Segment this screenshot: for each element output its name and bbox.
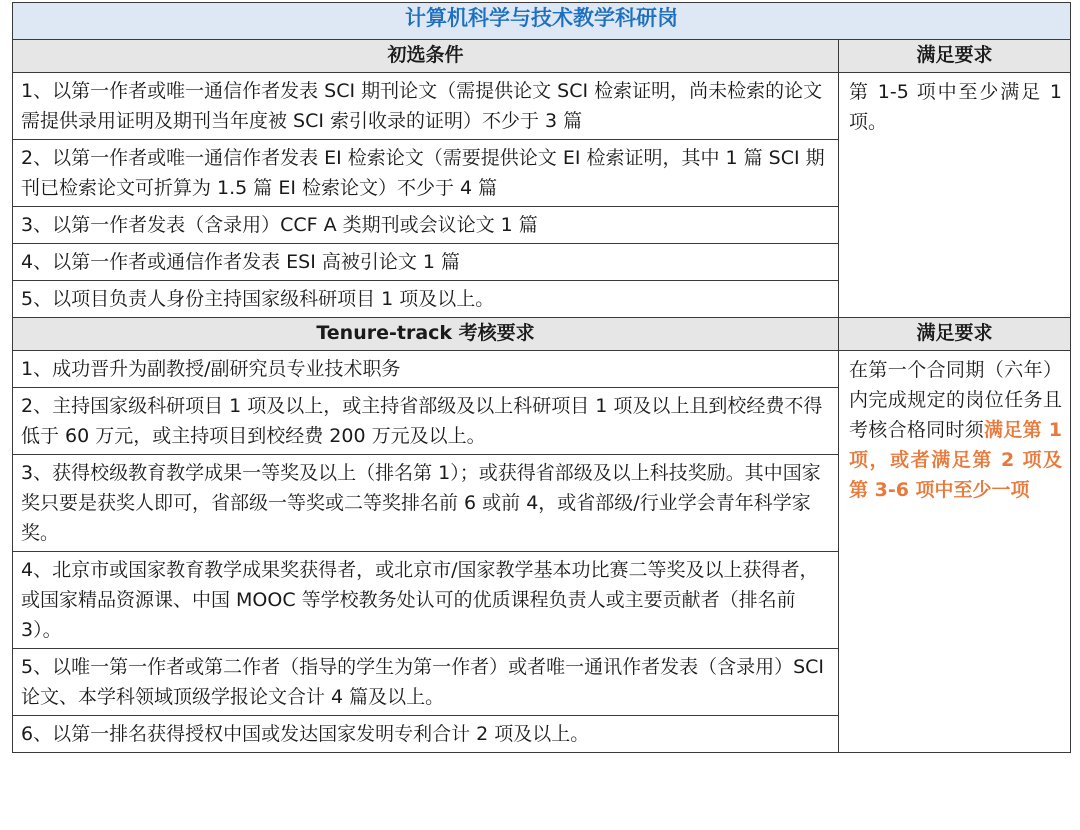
section1-requirement: 第 1-5 项中至少满足 1 项。	[839, 73, 1071, 318]
section2-item-2: 2、主持国家级科研项目 1 项及以上，或主持省部级及以上科研项目 1 项及以上且到校经费不得低于 60 万元，或主持项目到校经费 200 万元及以上。	[13, 388, 839, 455]
section2-item-6: 6、以第一排名获得授权中国或发达国家发明专利合计 2 项及以上。	[13, 716, 839, 753]
section2-req-header: 满足要求	[839, 318, 1071, 351]
section1-item-3: 3、以第一作者发表（含录用）CCF A 类期刊或会议论文 1 篇	[13, 207, 839, 244]
section2-header: Tenure-track 考核要求	[13, 318, 839, 351]
section2-requirement	[839, 351, 1071, 753]
title-row	[13, 3, 1071, 40]
section2-header-row	[13, 318, 1071, 351]
table-row	[13, 351, 1071, 388]
table-title: 计算机科学与技术教学科研岗	[13, 3, 1071, 40]
section1-header-row	[13, 40, 1071, 73]
section1-req-header: 满足要求	[839, 40, 1071, 73]
requirements-table	[12, 2, 1071, 753]
section2-requirement-highlight: 满足第 1 项，或者满足第 2 项及第 3-6 项中至少一项	[849, 419, 1062, 501]
requirements-document	[12, 2, 1070, 753]
section1-item-2: 2、以第一作者或唯一通信作者发表 EI 检索论文（需要提供论文 EI 检索证明，其中 1 篇 SCI 期刊已检索论文可折算为 1.5 篇 EI 检索论文）不少于 4 篇	[13, 140, 839, 207]
section1-item-4: 4、以第一作者或通信作者发表 ESI 高被引论文 1 篇	[13, 244, 839, 281]
section1-item-5: 5、以项目负责人身份主持国家级科研项目 1 项及以上。	[13, 281, 839, 318]
section2-item-5: 5、以唯一第一作者或第二作者（指导的学生为第一作者）或者唯一通讯作者发表（含录用）SCI 论文、本学科领域顶级学报论文合计 4 篇及以上。	[13, 649, 839, 716]
section2-requirement-plain: 在第一个合同期（六年）内完成规定的岗位任务且考核合格同时须	[849, 359, 1062, 441]
section2-item-1: 1、成功晋升为副教授/副研究员专业技术职务	[13, 351, 839, 388]
table-row	[13, 73, 1071, 140]
section2-item-3: 3、获得校级教育教学成果一等奖及以上（排名第 1）；或获得省部级及以上科技奖励。其中国家奖只要是获奖人即可，省部级一等奖或二等奖排名前 6 或前 4，或省部级/行业学会青年科学家奖。	[13, 455, 839, 552]
section2-item-4: 4、北京市或国家教育教学成果奖获得者，或北京市/国家教学基本功比赛二等奖及以上获得者，或国家精品资源课、中国 MOOC 等学校教务处认可的优质课程负责人或主要贡献者（排名前 3）。	[13, 552, 839, 649]
section1-item-1: 1、以第一作者或唯一通信作者发表 SCI 期刊论文（需提供论文 SCI 检索证明，尚未检索的论文需提供录用证明及期刊当年度被 SCI 索引收录的证明）不少于 3 篇	[13, 73, 839, 140]
section1-header: 初选条件	[13, 40, 839, 73]
